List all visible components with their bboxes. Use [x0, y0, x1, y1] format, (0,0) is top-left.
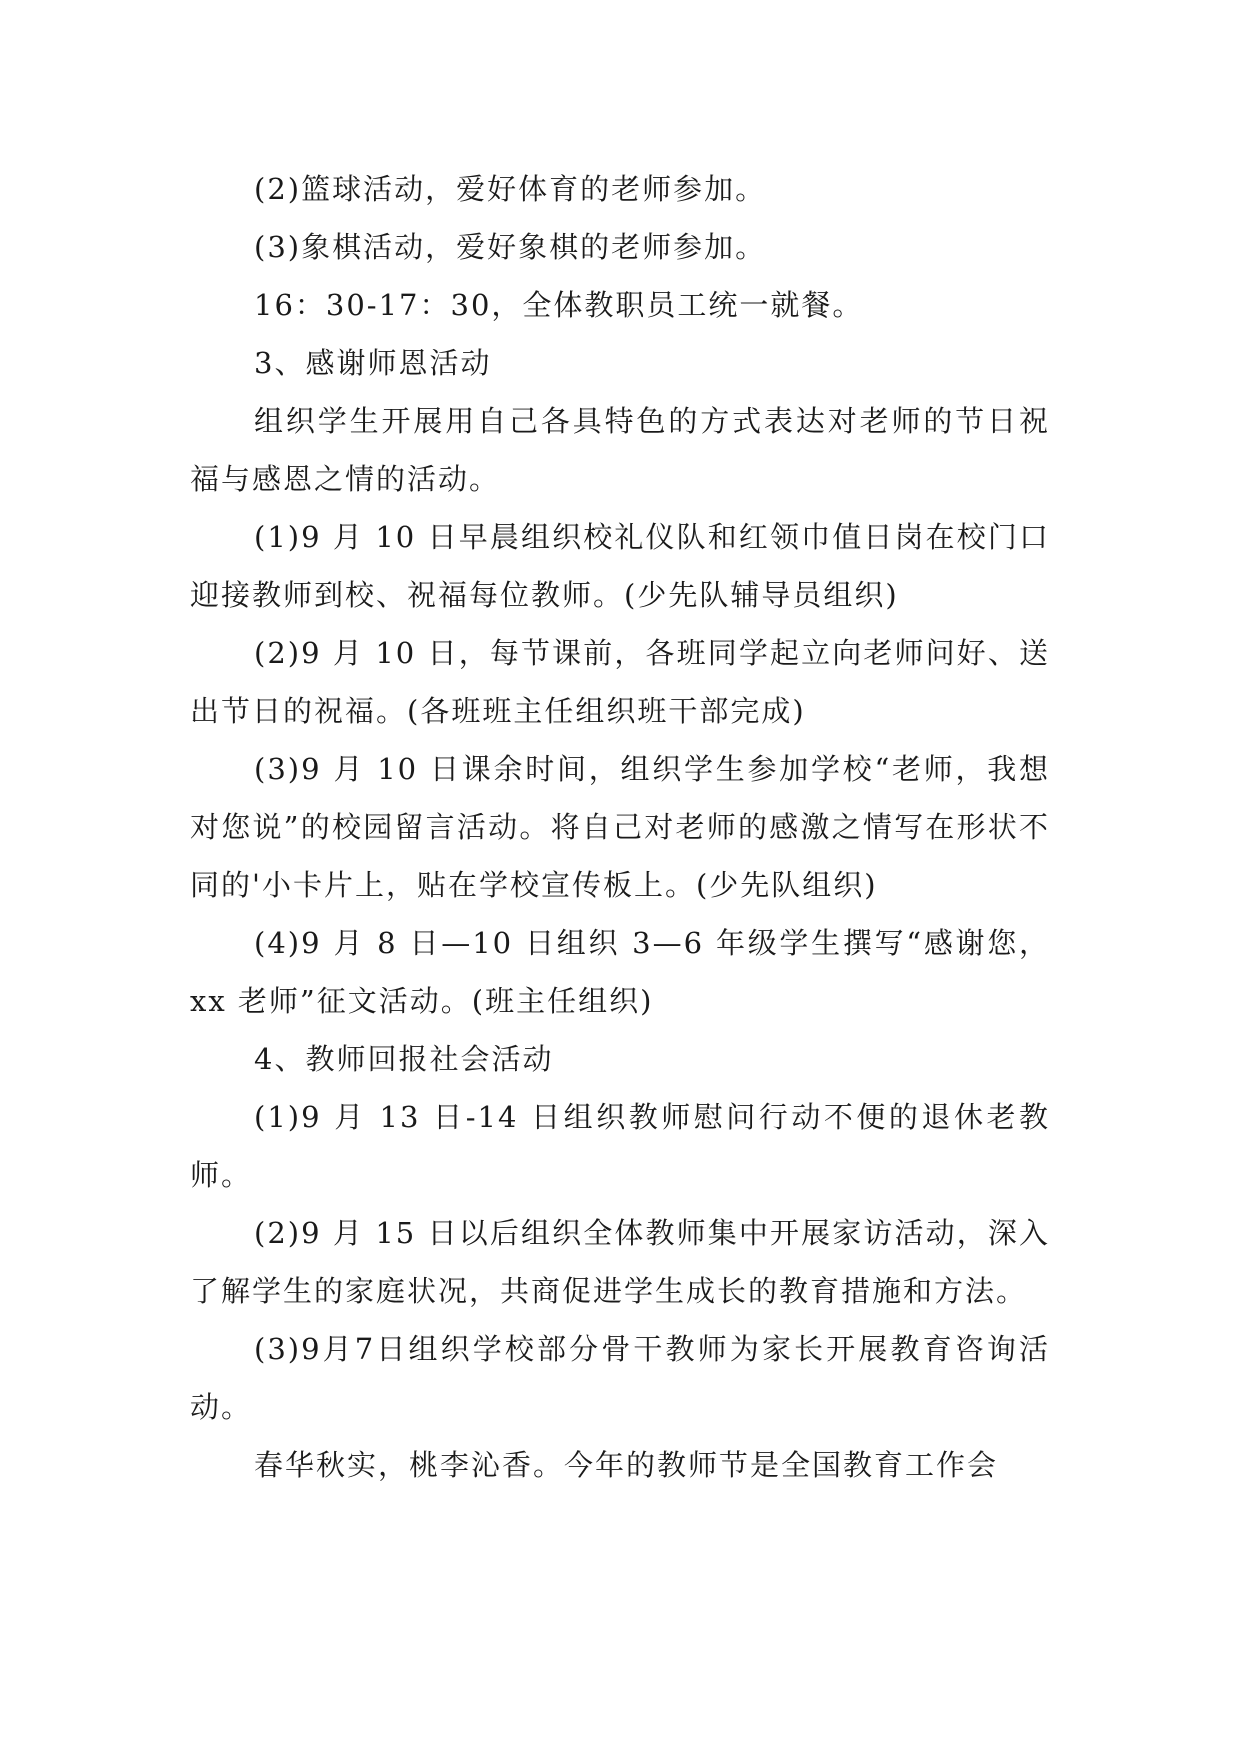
paragraph: (1)9 月 13 日-14 日组织教师慰问行动不便的退休老教师。	[190, 1100, 1050, 1192]
paragraph: (2)9 月 15 日以后组织全体教师集中开展家访活动，深入了解学生的家庭状况，共商促进学生成长的教育措施和方法。	[190, 1216, 1050, 1308]
paragraph: 春华秋实，桃李沁香。今年的教师节是全国教育工作会	[254, 1448, 999, 1482]
paragraph: (2)9 月 10 日，每节课前，各班同学起立向老师问好、送出节日的祝福。(各班班主任组织班干部完成)	[190, 636, 1050, 728]
paragraph: (3)象棋活动，爱好象棋的老师参加。	[254, 230, 767, 264]
paragraph: 16：30-17：30，全体教职员工统一就餐。	[254, 288, 864, 322]
paragraph: (4)9 月 8 日—10 日组织 3—6 年级学生撰写“感谢您，xx 老师”征文活动。(班主任组织)	[190, 926, 1050, 1018]
paragraph: (2)篮球活动，爱好体育的老师参加。	[254, 172, 767, 206]
paragraph: (3)9 月 10 日课余时间，组织学生参加学校“老师，我想对您说”的校园留言活动。将自己对老师的感激之情写在形状不同的'小卡片上，贴在学校宣传板上。(少先队组织)	[190, 752, 1050, 902]
section-heading: 3、感谢师恩活动	[254, 346, 492, 380]
section-heading: 4、教师回报社会活动	[254, 1042, 554, 1076]
document-body	[190, 160, 1050, 1494]
paragraph: 组织学生开展用自己各具特色的方式表达对老师的节日祝福与感恩之情的活动。	[190, 404, 1050, 496]
paragraph: (1)9 月 10 日早晨组织校礼仪队和红领巾值日岗在校门口迎接教师到校、祝福每位教师。(少先队辅导员组织)	[190, 520, 1050, 612]
paragraph: (3)9月7日组织学校部分骨干教师为家长开展教育咨询活动。	[190, 1332, 1050, 1424]
